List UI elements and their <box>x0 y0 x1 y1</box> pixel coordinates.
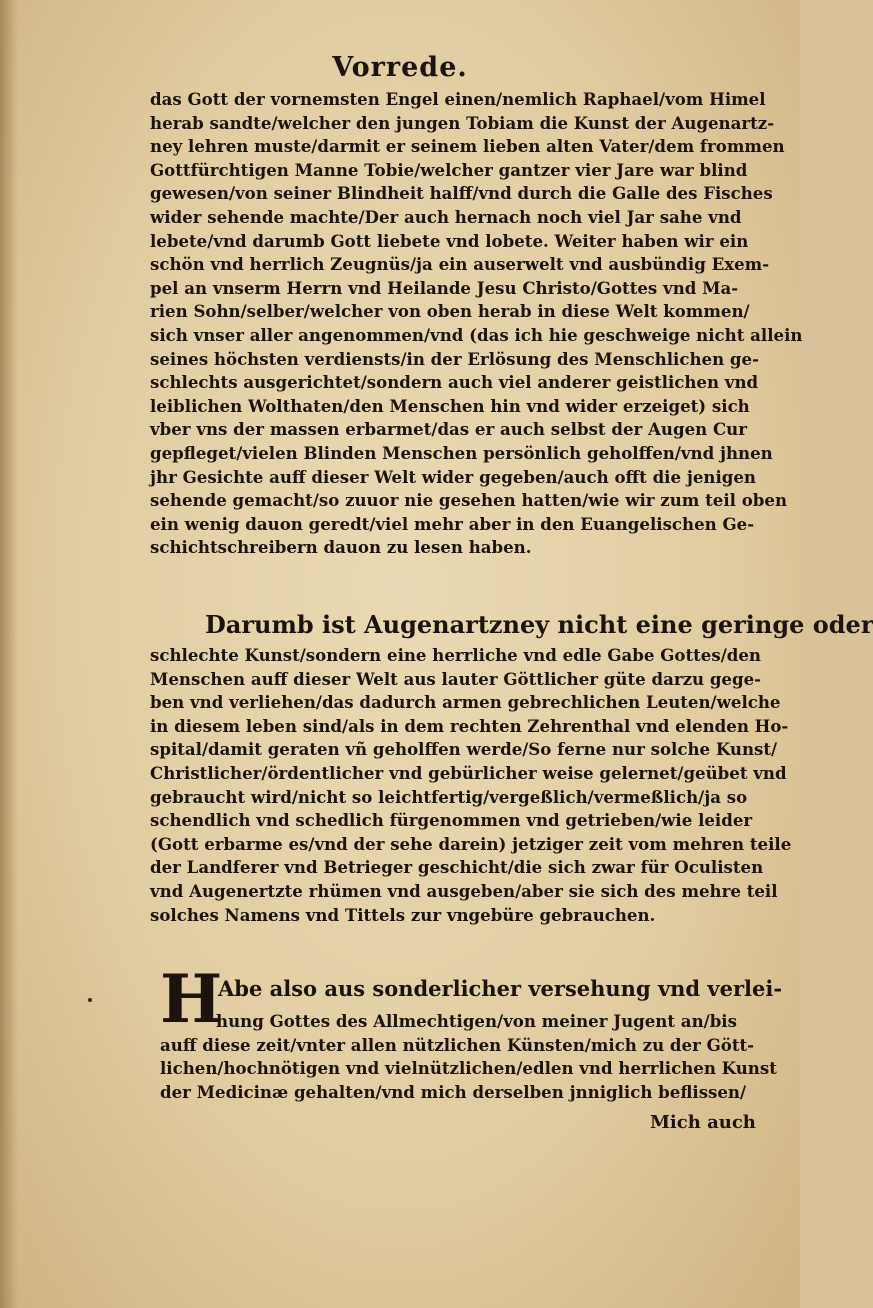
text-line: (Gott erbarme es/vnd der sehe darein) jetziger zeit vom mehren teile <box>150 833 792 854</box>
text-line: herab sandte/welcher den jungen Tobiam die Kunst der Augenartz- <box>150 112 775 133</box>
text-line: vnd Augenertzte rhümen vnd ausgeben/aber sie sich des mehre teil <box>150 880 778 901</box>
text-line: auff diese zeit/vnter allen nützlichen Künsten/mich zu der Gött- <box>160 1034 755 1055</box>
text-line: gepfleget/vielen Blinden Menschen persönlich geholffen/vnd jhnen <box>150 442 773 463</box>
text-line: vber vns der massen erbarmet/das er auch selbst der Augen Cur <box>150 419 747 440</box>
paragraph-2-opening-line: Darumb ist Augenartzney nicht eine geringe oder <box>205 610 873 639</box>
text-line: rien Sohn/selber/welcher von oben herab in diese Welt kommen/ <box>150 301 750 322</box>
text-line: gewesen/von seiner Blindheit halff/vnd durch die Galle des Fisches <box>150 183 773 204</box>
text-line: sich vnser aller angenommen/vnd (das ich hie geschweige nicht allein <box>150 324 803 345</box>
text-line: gebraucht wird/nicht so leichtfertig/vergeßlich/vermeßlich/ja so <box>150 786 748 807</box>
text-line: spital/damit geraten vñ geholffen werde/So ferne nur solche Kunst/ <box>150 739 778 760</box>
text-line: Gottfürchtigen Manne Tobie/welcher gantzer vier Jare war blind <box>150 159 748 180</box>
paragraph-1 <box>150 88 803 560</box>
text-line: leiblichen Wolthaten/den Menschen hin vnd wider erzeiget) sich <box>150 395 750 416</box>
paragraph-3-opening-line: Abe also aus sonderlicher versehung vnd verlei- <box>218 976 783 1001</box>
ink-spot <box>88 998 92 1002</box>
text-line: der Medicinæ gehalten/vnd mich derselben jnniglich beflissen/ <box>160 1081 747 1102</box>
text-line: schlechts ausgerichtet/sondern auch viel anderer geistlichen vnd <box>150 372 759 393</box>
text-line: das Gott der vornemsten Engel einen/nemlich Raphael/vom Himel <box>150 89 766 109</box>
text-line: ney lehren muste/darmit er seinem lieben alten Vater/dem frommen <box>150 136 785 157</box>
text-line: ein wenig dauon geredt/viel mehr aber in den Euangelischen Ge- <box>150 513 755 534</box>
text-line: pel an vnserm Herrn vnd Heilande Jesu Christo/Gottes vnd Ma- <box>150 277 739 298</box>
paragraph-2 <box>150 644 792 927</box>
text-line: solches Namens vnd Tittels zur vngebüre gebrauchen. <box>150 904 656 925</box>
text-line: lebete/vnd darumb Gott liebete vnd lobete. Weiter haben wir ein <box>150 230 749 251</box>
text-line: Christlicher/ördentlicher vnd gebürlicher weise gelernet/geübet vnd <box>150 762 787 783</box>
text-line: der Landferer vnd Betrieger geschicht/die sich zwar für Oculisten <box>150 857 764 878</box>
text-line: hung Gottes des Allmechtigen/von meiner Jugent an/bis <box>216 1011 737 1031</box>
running-head: Vorrede. <box>332 52 468 83</box>
page-edge-shadow <box>0 0 18 1308</box>
text-line: in diesem leben sind/als in dem rechten Zehrenthal vnd elenden Ho- <box>150 715 789 736</box>
text-line: schön vnd herrlich Zeugnüs/ja ein auserwelt vnd ausbündig Exem- <box>150 254 770 275</box>
text-line: wider sehende machte/Der auch hernach noch viel Jar sahe vnd <box>150 206 742 227</box>
paragraph-3 <box>160 1010 777 1104</box>
text-line: jhr Gesichte auff dieser Welt wider gegeben/auch offt die jenigen <box>150 466 756 487</box>
text-line: seines höchsten verdiensts/in der Erlösung des Menschlichen ge- <box>150 348 759 369</box>
text-line: schichtschreibern dauon zu lesen haben. <box>150 537 532 558</box>
text-line: schendlich vnd schedlich fürgenommen vnd getrieben/wie leider <box>150 810 753 831</box>
text-line: sehende gemacht/so zuuor nie gesehen hatten/wie wir zum teil oben <box>150 490 788 511</box>
drop-cap-initial: H <box>160 960 223 1038</box>
text-line: Menschen auff dieser Welt aus lauter Göttlicher güte darzu gege- <box>150 668 762 689</box>
text-line: lichen/hochnötigen vnd vielnützlichen/edlen vnd herrlichen Kunst <box>160 1058 777 1079</box>
text-line: ben vnd verliehen/das dadurch armen gebrechlichen Leuten/welche <box>150 692 781 713</box>
text-line: schlechte Kunst/sondern eine herrliche vnd edle Gabe Gottes/den <box>150 645 761 665</box>
catchword: Mich auch <box>650 1112 756 1133</box>
